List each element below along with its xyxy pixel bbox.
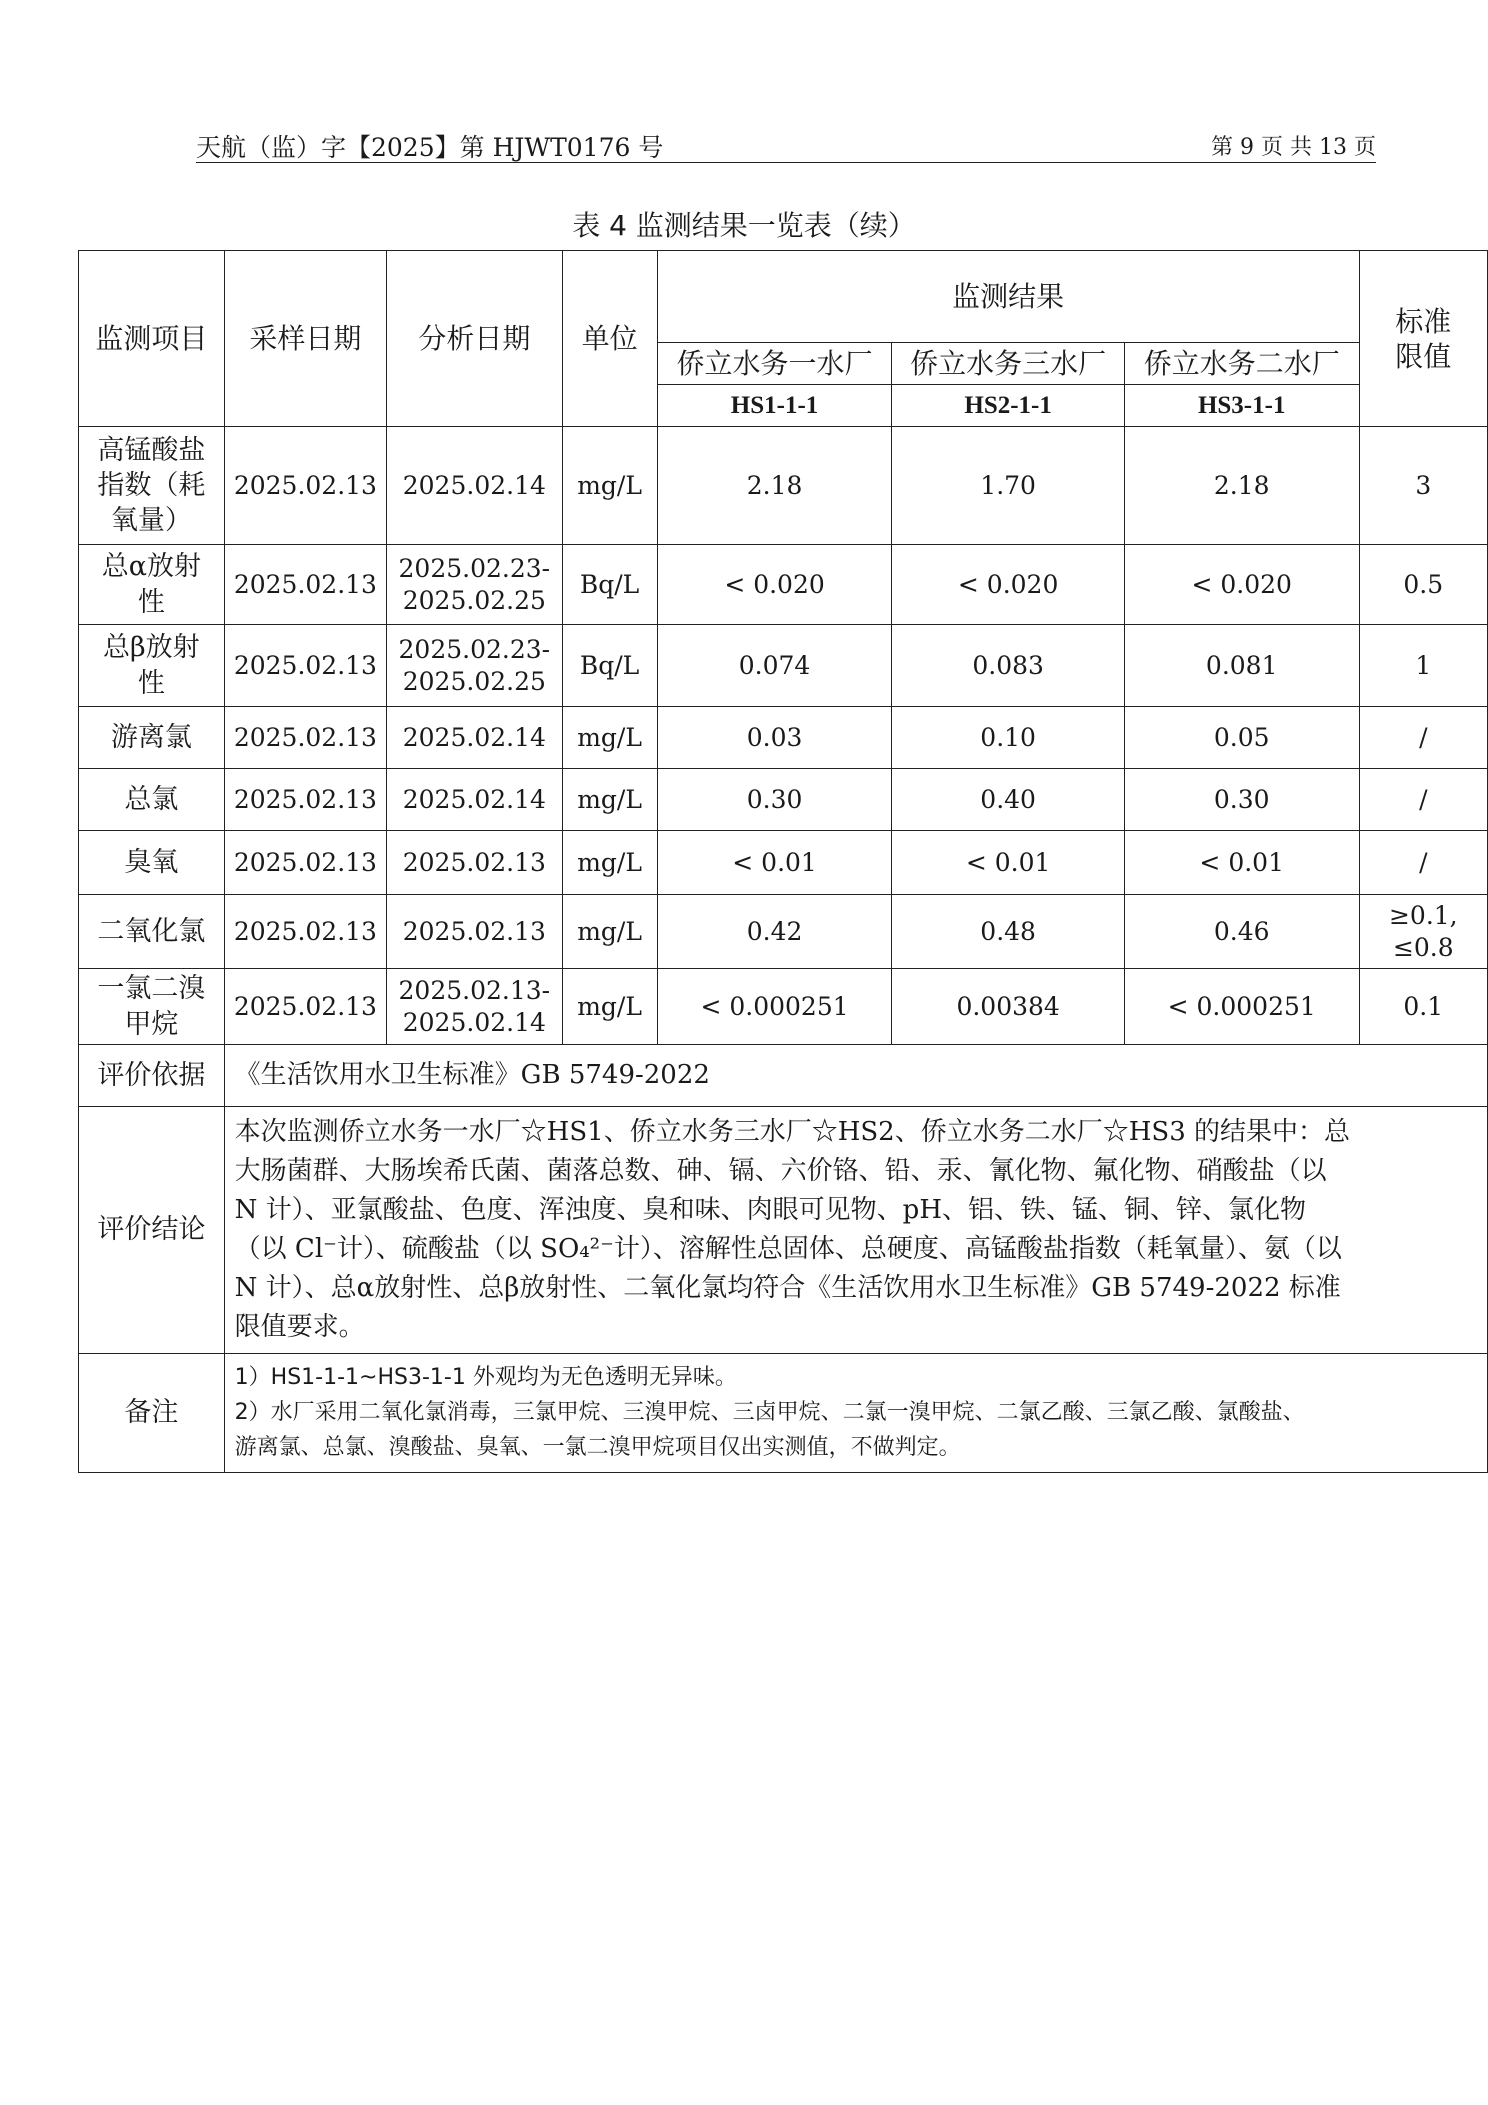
- cell-analysis-date: [387, 545, 562, 625]
- col-header-code-hs2: HS2-1-1: [892, 385, 1124, 427]
- cell-result-hs2: < 0.01: [892, 831, 1124, 895]
- cell-item-line: 总α放射: [101, 551, 201, 583]
- cell-result-hs3: 0.30: [1124, 769, 1359, 831]
- cell-sampling-date: 2025.02.13: [224, 545, 386, 625]
- cell-result-hs2: 1.70: [892, 427, 1124, 545]
- cell-item-line: 臭氧: [124, 846, 179, 878]
- cell-result-hs2: 0.48: [892, 895, 1124, 969]
- cell-item: [79, 427, 225, 545]
- basis-text: 《生活饮用水卫生标准》GB 5749-2022: [224, 1045, 1487, 1107]
- page-header: [196, 124, 1376, 162]
- remarks-text-line: 游离氯、总氯、溴酸盐、臭氧、一氯二溴甲烷项目仅出实测值，不做判定。: [234, 1435, 961, 1461]
- cell-limit-line: 0.1: [1403, 991, 1444, 1021]
- cell-unit: mg/L: [562, 769, 657, 831]
- conclusion-label: 评价结论: [79, 1107, 225, 1354]
- remarks-text: [224, 1354, 1487, 1473]
- cell-sampling-date: 2025.02.13: [224, 769, 386, 831]
- cell-unit: mg/L: [562, 707, 657, 769]
- col-header-sampling-date: 采样日期: [224, 251, 386, 427]
- cell-item: [79, 969, 225, 1045]
- cell-item: [79, 831, 225, 895]
- conclusion-text-line: N 计）、亚氯酸盐、色度、浑浊度、臭和味、肉眼可见物、pH、铝、铁、锰、铜、锌、氯化物: [234, 1195, 1307, 1225]
- cell-item-line: 高锰酸盐: [97, 434, 206, 466]
- col-header-plant-3: 侨立水务三水厂: [892, 343, 1124, 385]
- cell-item-line: 性: [137, 586, 165, 618]
- cell-analysis-date-line: 2025.02.23-: [398, 554, 551, 584]
- cell-analysis-date-line: 2025.02.14: [402, 1007, 546, 1037]
- remarks-label: 备注: [79, 1354, 225, 1473]
- cell-item: [79, 545, 225, 625]
- table-title: 表 4 监测结果一览表（续）: [572, 209, 916, 242]
- cell-result-hs1: 0.03: [657, 707, 892, 769]
- conclusion-text-line: N 计）、总α放射性、总β放射性、二氧化氯均符合《生活饮用水卫生标准》GB 5749-2022 标准: [234, 1273, 1341, 1303]
- cell-limit-line: /: [1419, 847, 1428, 877]
- limit-header-line: 限值: [1395, 339, 1452, 373]
- cell-result-hs2: 0.00384: [892, 969, 1124, 1045]
- cell-sampling-date: 2025.02.13: [224, 427, 386, 545]
- conclusion-text-line: 本次监测侨立水务一水厂☆HS1、侨立水务三水厂☆HS2、侨立水务二水厂☆HS3 的结果中：总: [234, 1117, 1351, 1147]
- cell-item-line: 总β放射: [103, 632, 200, 664]
- conclusion-row: [79, 1107, 1488, 1354]
- table-row: [79, 895, 1488, 969]
- monitoring-results-table: [78, 250, 1488, 1473]
- basis-row: [79, 1045, 1488, 1107]
- cell-item-line: 氧量）: [110, 505, 192, 537]
- cell-analysis-date-line: 2025.02.13-: [398, 976, 551, 1006]
- cell-analysis-date: [387, 831, 562, 895]
- cell-analysis-date: [387, 895, 562, 969]
- cell-analysis-date: [387, 769, 562, 831]
- cell-result-hs3: 0.05: [1124, 707, 1359, 769]
- cell-result-hs1: < 0.000251: [657, 969, 892, 1045]
- table-row: [79, 831, 1488, 895]
- cell-result-hs1: 0.30: [657, 769, 892, 831]
- cell-limit: [1359, 769, 1487, 831]
- cell-item-line: 性: [137, 667, 165, 699]
- basis-label: 评价依据: [79, 1045, 225, 1107]
- cell-result-hs2: < 0.020: [892, 545, 1124, 625]
- cell-result-hs1: < 0.01: [657, 831, 892, 895]
- cell-analysis-date-line: 2025.02.14: [402, 470, 546, 500]
- page-number: 第 9 页 共 13 页: [1211, 135, 1376, 160]
- col-header-results-group: 监测结果: [657, 251, 1359, 343]
- cell-item-line: 二氧化氯: [97, 915, 206, 947]
- table-row: [79, 625, 1488, 707]
- cell-analysis-date-line: 2025.02.25: [402, 666, 546, 696]
- cell-limit-line: /: [1419, 722, 1428, 752]
- col-header-unit: 单位: [562, 251, 657, 427]
- col-header-plant-2: 侨立水务二水厂: [1124, 343, 1359, 385]
- cell-limit: [1359, 831, 1487, 895]
- cell-result-hs1: 2.18: [657, 427, 892, 545]
- conclusion-text: [224, 1107, 1487, 1354]
- limit-header-line: 标准: [1395, 304, 1452, 338]
- cell-item: [79, 707, 225, 769]
- document-number: 天航（监）字【2025】第 HJWT0176 号: [196, 133, 664, 162]
- col-header-code-hs1: HS1-1-1: [657, 385, 892, 427]
- cell-result-hs3: 2.18: [1124, 427, 1359, 545]
- cell-limit-line: 0.5: [1403, 569, 1444, 599]
- cell-unit: mg/L: [562, 831, 657, 895]
- col-header-analysis-date: 分析日期: [387, 251, 562, 427]
- cell-analysis-date: [387, 625, 562, 707]
- cell-sampling-date: 2025.02.13: [224, 895, 386, 969]
- cell-limit-line: 3: [1415, 470, 1432, 500]
- cell-result-hs1: 0.42: [657, 895, 892, 969]
- cell-item: [79, 625, 225, 707]
- cell-unit: mg/L: [562, 427, 657, 545]
- table-row: [79, 427, 1488, 545]
- cell-result-hs3: < 0.01: [1124, 831, 1359, 895]
- col-header-plant-1: 侨立水务一水厂: [657, 343, 892, 385]
- cell-analysis-date: [387, 969, 562, 1045]
- cell-limit-line: 1: [1415, 650, 1432, 680]
- cell-result-hs1: 0.074: [657, 625, 892, 707]
- cell-result-hs3: < 0.000251: [1124, 969, 1359, 1045]
- cell-unit: mg/L: [562, 969, 657, 1045]
- cell-item-line: 总氯: [124, 783, 179, 815]
- cell-result-hs3: 0.081: [1124, 625, 1359, 707]
- cell-item: [79, 895, 225, 969]
- cell-item-line: 甲烷: [124, 1008, 179, 1040]
- cell-unit: mg/L: [562, 895, 657, 969]
- cell-analysis-date: [387, 707, 562, 769]
- cell-result-hs3: < 0.020: [1124, 545, 1359, 625]
- cell-unit: Bq/L: [562, 545, 657, 625]
- table-row: [79, 707, 1488, 769]
- remarks-row: [79, 1354, 1488, 1473]
- col-header-limit: [1359, 251, 1487, 427]
- col-header-item: 监测项目: [79, 251, 225, 427]
- cell-result-hs2: 0.10: [892, 707, 1124, 769]
- col-header-code-hs3: HS3-1-1: [1124, 385, 1359, 427]
- cell-unit: Bq/L: [562, 625, 657, 707]
- cell-limit-line: /: [1419, 784, 1428, 814]
- cell-analysis-date-line: 2025.02.13: [402, 916, 546, 946]
- cell-analysis-date-line: 2025.02.25: [402, 585, 546, 615]
- cell-item-line: 游离氯: [110, 721, 192, 753]
- cell-item-line: 一氯二溴: [97, 973, 206, 1005]
- cell-item-line: 指数（耗: [97, 469, 206, 501]
- cell-sampling-date: 2025.02.13: [224, 625, 386, 707]
- cell-item: [79, 769, 225, 831]
- remarks-text-line: 1）HS1-1-1~HS3-1-1 外观均为无色透明无异味。: [234, 1365, 737, 1390]
- cell-limit: [1359, 895, 1487, 969]
- cell-analysis-date: [387, 427, 562, 545]
- conclusion-text-line: 限值要求。: [234, 1312, 365, 1342]
- remarks-text-line: 2）水厂采用二氧化氯消毒，三氯甲烷、三溴甲烷、三卤甲烷、二氯一溴甲烷、二氯乙酸、三氯乙酸、氯酸盐、: [234, 1400, 1305, 1426]
- cell-limit: [1359, 969, 1487, 1045]
- cell-analysis-date-line: 2025.02.23-: [398, 635, 551, 665]
- conclusion-text-line: （以 Cl⁻计）、硫酸盐（以 SO₄²⁻计）、溶解性总固体、总硬度、高锰酸盐指数（耗氧量）、氨（以: [234, 1234, 1342, 1264]
- table-row: [79, 769, 1488, 831]
- cell-analysis-date-line: 2025.02.14: [402, 722, 546, 752]
- table-row: [79, 969, 1488, 1045]
- header-row-1: [79, 251, 1488, 343]
- cell-limit-line: ≥0.1,: [1388, 901, 1458, 931]
- cell-result-hs1: < 0.020: [657, 545, 892, 625]
- cell-sampling-date: 2025.02.13: [224, 969, 386, 1045]
- cell-result-hs2: 0.083: [892, 625, 1124, 707]
- table-row: [79, 545, 1488, 625]
- cell-limit: [1359, 427, 1487, 545]
- cell-analysis-date-line: 2025.02.13: [402, 847, 546, 877]
- conclusion-text-line: 大肠菌群、大肠埃希氏菌、菌落总数、砷、镉、六价铬、铅、汞、氰化物、氟化物、硝酸盐（以: [234, 1156, 1327, 1186]
- cell-analysis-date-line: 2025.02.14: [402, 784, 546, 814]
- cell-sampling-date: 2025.02.13: [224, 707, 386, 769]
- cell-limit-line: ≤0.8: [1392, 932, 1454, 962]
- cell-limit: [1359, 707, 1487, 769]
- cell-limit: [1359, 625, 1487, 707]
- cell-sampling-date: 2025.02.13: [224, 831, 386, 895]
- cell-limit: [1359, 545, 1487, 625]
- cell-result-hs3: 0.46: [1124, 895, 1359, 969]
- header-rule: [196, 162, 1376, 163]
- cell-result-hs2: 0.40: [892, 769, 1124, 831]
